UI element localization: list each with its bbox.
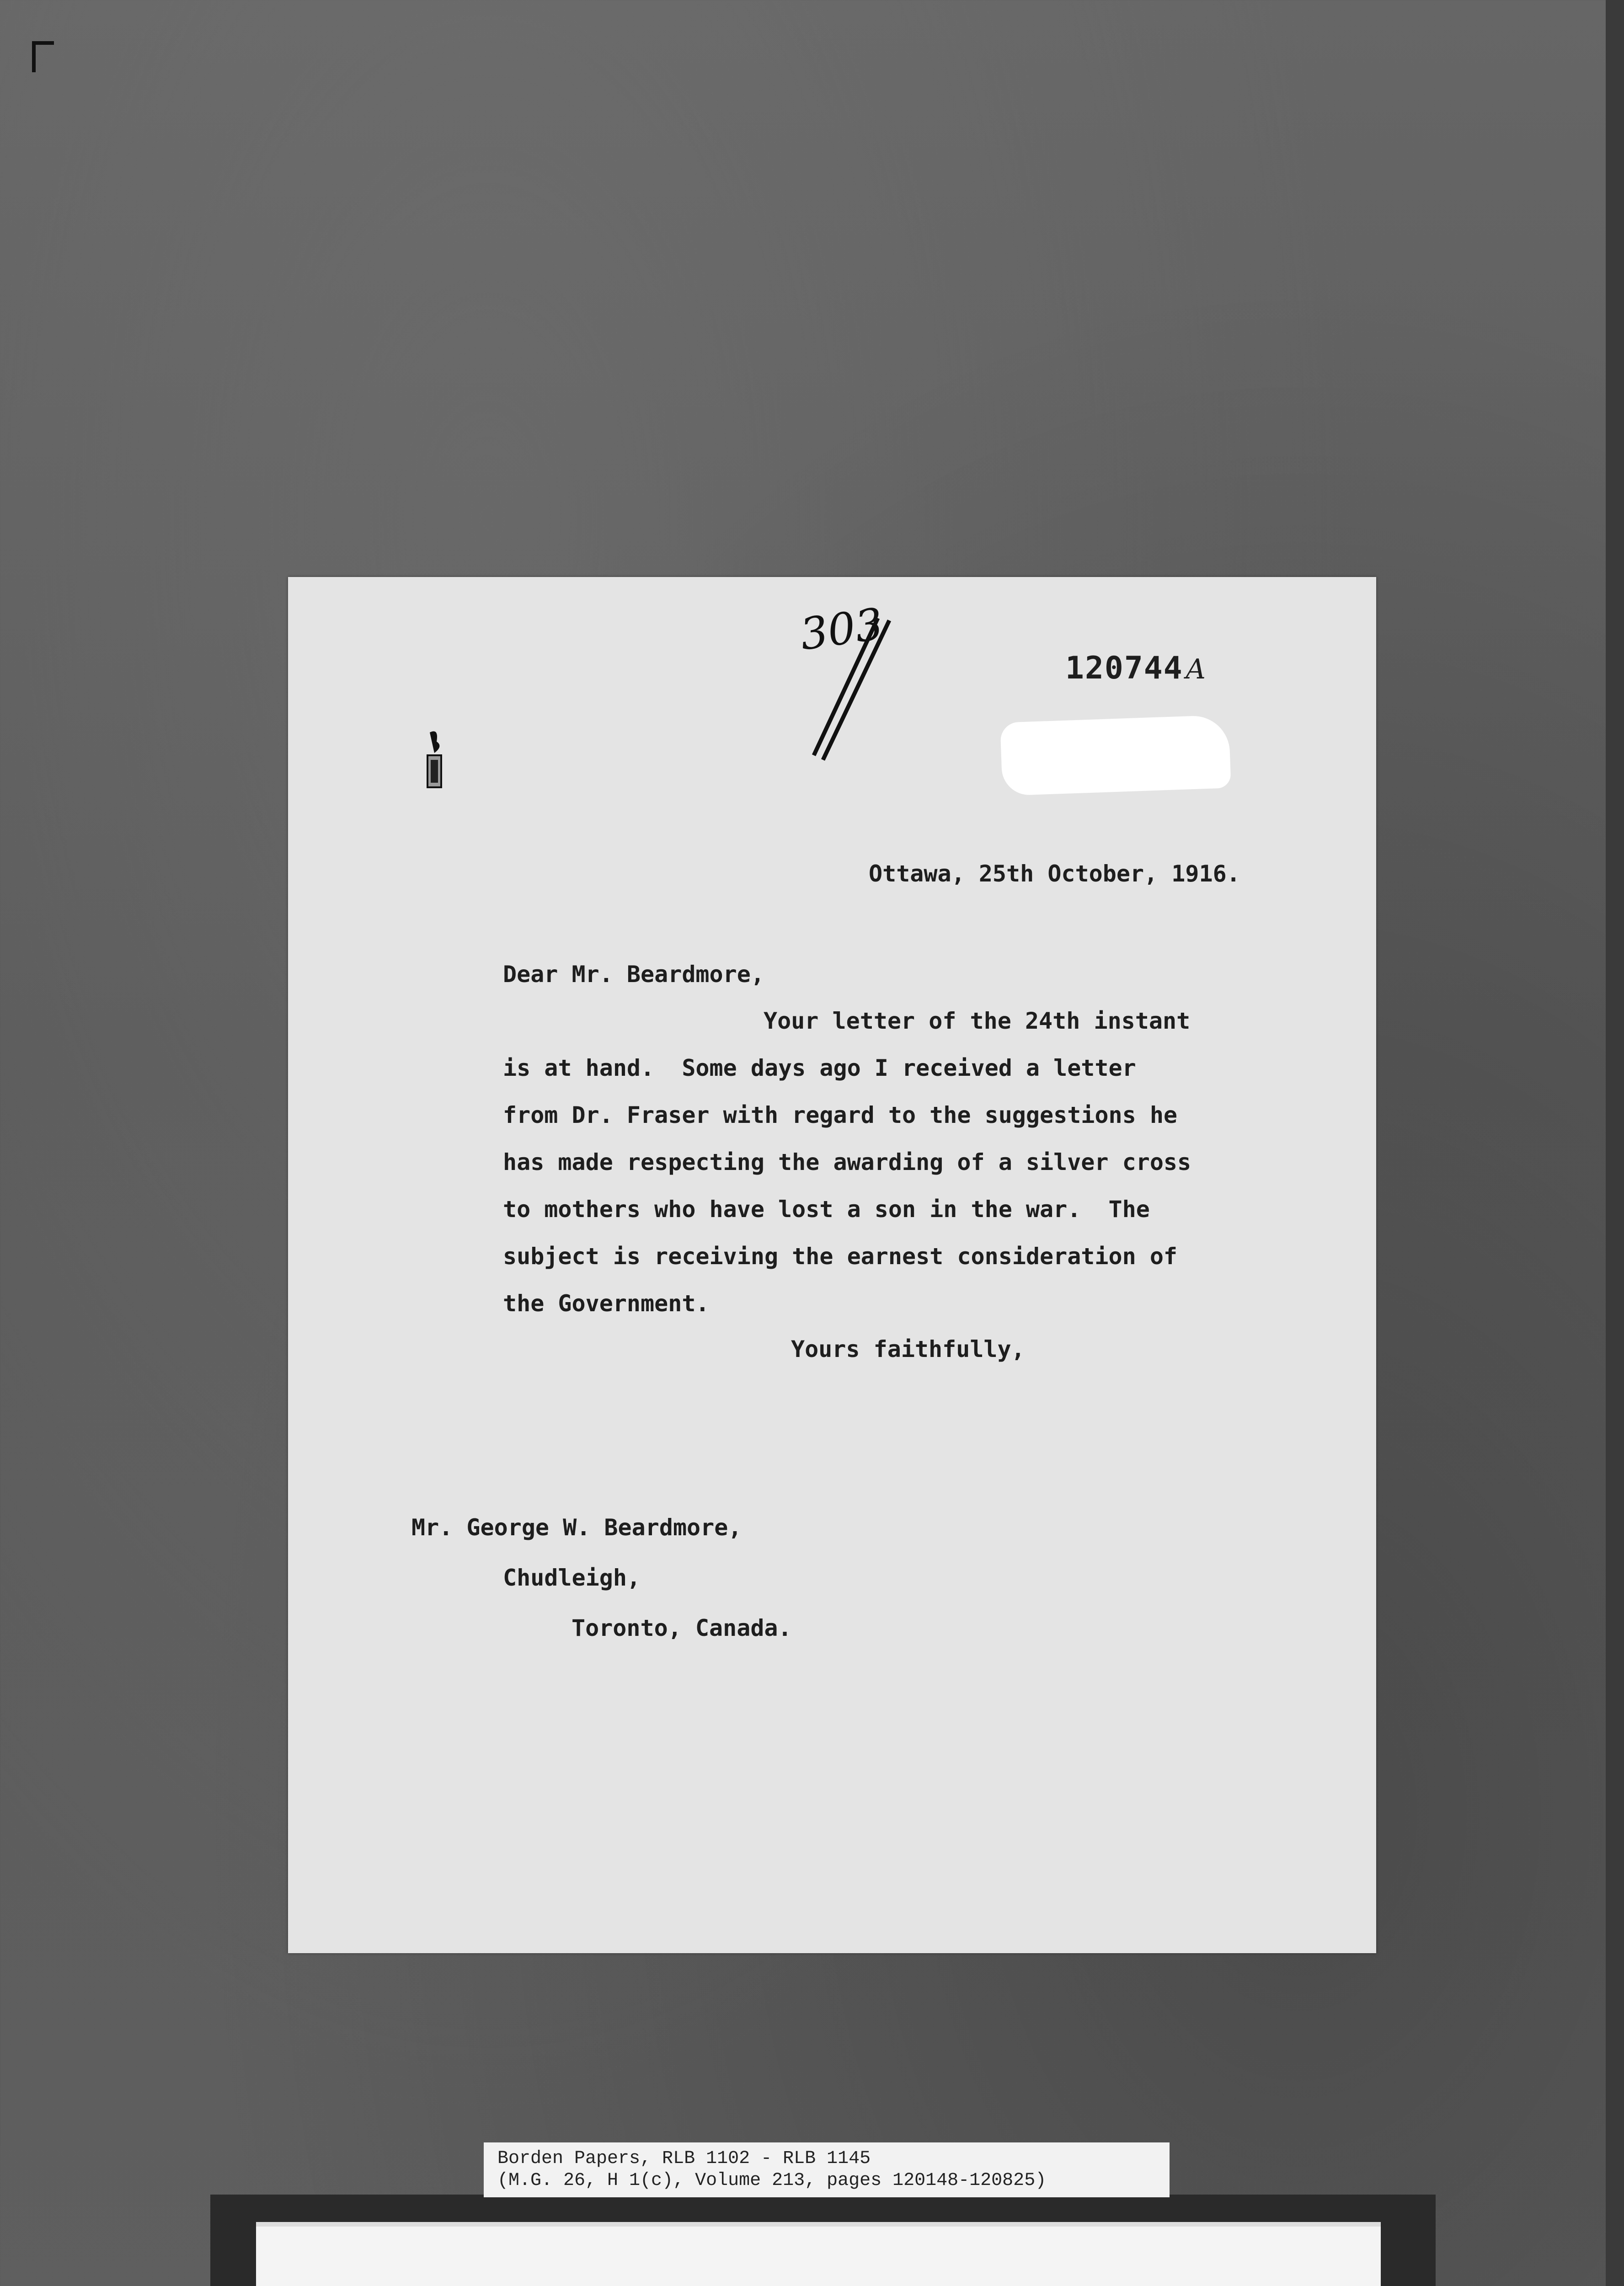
- archives-stamp: [256, 2222, 1381, 2286]
- folio-annotation: [797, 598, 892, 755]
- body-line: to mothers who have lost a son in the war. The: [503, 1196, 1150, 1223]
- body-line: from Dr. Fraser with regard to the suggestions he: [503, 1102, 1178, 1128]
- body-line: subject is receiving the earnest consideration of: [503, 1243, 1178, 1270]
- document-number-suffix: A: [1186, 653, 1207, 685]
- address-line: Chudleigh,: [503, 1565, 641, 1591]
- salutation: Dear Mr. Beardmore,: [503, 961, 764, 988]
- citation-line: (M.G. 26, H 1(c), Volume 213, pages 120148-120825): [497, 2170, 1047, 2191]
- body-line: the Government.: [503, 1290, 710, 1317]
- film-edge: [1606, 0, 1624, 2286]
- pin-icon: [421, 728, 448, 792]
- redaction-patch: [1000, 715, 1231, 796]
- body-line: is at hand. Some days ago I received a letter: [503, 1055, 1136, 1081]
- citation-label: [484, 2142, 1170, 2197]
- body-line: Your letter of the 24th instant: [764, 1008, 1191, 1034]
- folio-number: 303: [797, 598, 887, 661]
- document-number-value: 120744: [1065, 650, 1183, 686]
- dateline: Ottawa, 25th October, 1916.: [869, 860, 1240, 887]
- letter-page: [288, 577, 1376, 1953]
- address-line: Toronto, Canada.: [572, 1615, 792, 1641]
- crop-mark: [32, 41, 54, 72]
- letter-body: [503, 998, 1280, 1327]
- document-number: [1065, 650, 1207, 686]
- citation-line: Borden Papers, RLB 1102 - RLB 1145: [497, 2148, 871, 2169]
- body-line: has made respecting the awarding of a silver cross: [503, 1149, 1191, 1175]
- closing: Yours faithfully,: [791, 1336, 1025, 1362]
- address-line: Mr. George W. Beardmore,: [411, 1514, 742, 1541]
